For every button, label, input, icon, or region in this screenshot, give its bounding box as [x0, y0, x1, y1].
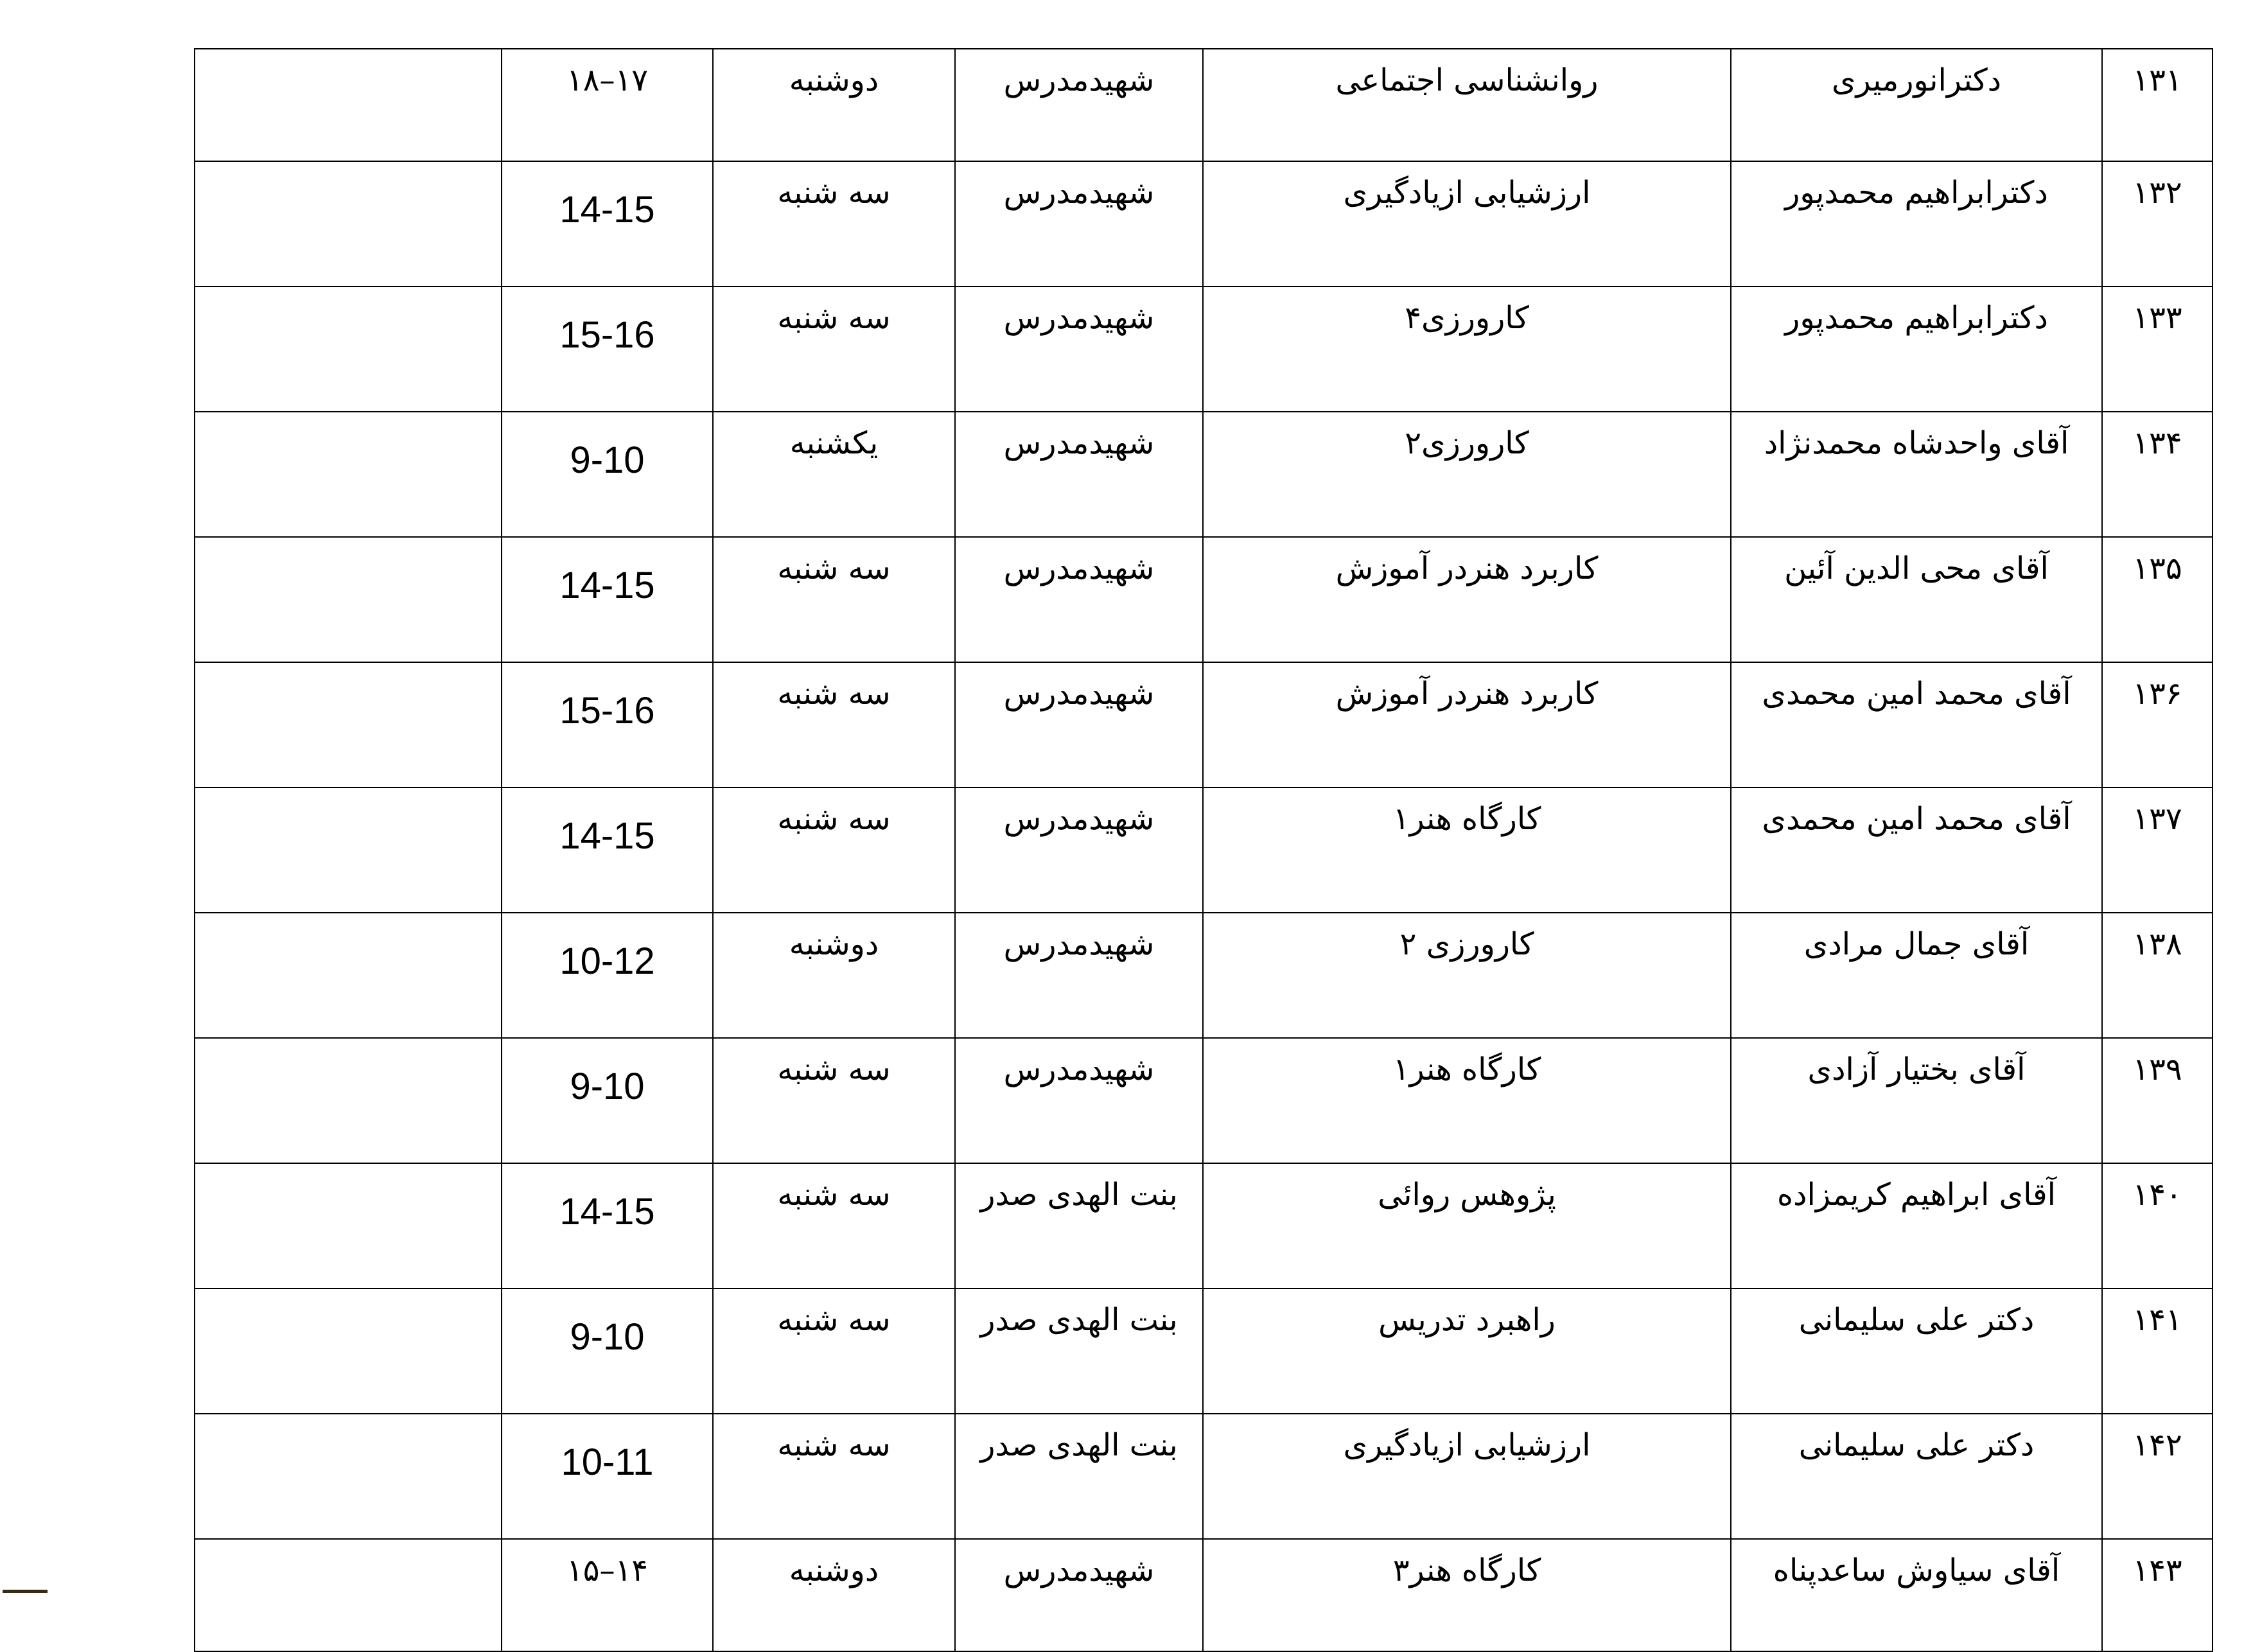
table-row: [195, 1038, 2213, 1163]
note-cell: [195, 1539, 502, 1651]
note-cell: [195, 1414, 502, 1539]
instructor-name-cell: آقای محمد امین محمدی: [1731, 662, 2102, 787]
time-cell: 14-15: [502, 787, 713, 913]
place-cell: بنت الهدی صدر: [955, 1288, 1203, 1414]
table-row: [195, 1539, 2213, 1651]
time-cell: ۱۵–۱۴: [502, 1539, 713, 1651]
course-cell: کارگاه هنر۱: [1203, 1038, 1731, 1163]
row-number-cell: ۱۴۱: [2102, 1288, 2213, 1414]
note-cell: [195, 286, 502, 412]
place-cell: شهیدمدرس: [955, 537, 1203, 662]
footer-logo: [3, 1590, 48, 1593]
table-row: [195, 537, 2213, 662]
time-cell: 14-15: [502, 161, 713, 286]
row-number-cell: ۱۴۲: [2102, 1414, 2213, 1539]
day-cell: سه شنبه: [713, 1288, 955, 1414]
course-cell: کاربرد هنردر آموزش: [1203, 537, 1731, 662]
time-cell: 15-16: [502, 662, 713, 787]
schedule-table-body: [195, 49, 2213, 1651]
row-number-cell: ۱۳۷: [2102, 787, 2213, 913]
time-cell: 14-15: [502, 537, 713, 662]
note-cell: [195, 537, 502, 662]
day-cell: دوشنبه: [713, 1539, 955, 1651]
table-row: [195, 286, 2213, 412]
course-cell: ارزشیابی ازیادگیری: [1203, 1414, 1731, 1539]
time-cell: 15-16: [502, 286, 713, 412]
instructor-name-cell: دکترابراهیم محمدپور: [1731, 161, 2102, 286]
instructor-name-cell: دکتر علی سلیمانی: [1731, 1414, 2102, 1539]
time-cell: 9-10: [502, 1038, 713, 1163]
place-cell: شهیدمدرس: [955, 1038, 1203, 1163]
row-number-cell: ۱۳۹: [2102, 1038, 2213, 1163]
course-cell: راهبرد تدریس: [1203, 1288, 1731, 1414]
row-number-cell: ۱۳۱: [2102, 49, 2213, 161]
table-row: [195, 662, 2213, 787]
table-row: [195, 49, 2213, 161]
place-cell: شهیدمدرس: [955, 787, 1203, 913]
course-cell: پژوهس روائی: [1203, 1163, 1731, 1288]
table-row: [195, 913, 2213, 1038]
course-cell: کارورزی ۲: [1203, 913, 1731, 1038]
instructor-name-cell: دکترانورمیری: [1731, 49, 2102, 161]
time-cell: 9-10: [502, 412, 713, 537]
schedule-table: [194, 48, 2213, 1652]
note-cell: [195, 1163, 502, 1288]
note-cell: [195, 662, 502, 787]
note-cell: [195, 913, 502, 1038]
day-cell: سه شنبه: [713, 1414, 955, 1539]
time-cell: 10-11: [502, 1414, 713, 1539]
place-cell: شهیدمدرس: [955, 286, 1203, 412]
place-cell: بنت الهدی صدر: [955, 1163, 1203, 1288]
instructor-name-cell: دکترابراهیم محمدپور: [1731, 286, 2102, 412]
place-cell: شهیدمدرس: [955, 412, 1203, 537]
note-cell: [195, 161, 502, 286]
instructor-name-cell: آقای جمال مرادی: [1731, 913, 2102, 1038]
course-cell: کارگاه هنر۱: [1203, 787, 1731, 913]
place-cell: شهیدمدرس: [955, 49, 1203, 161]
place-cell: شهیدمدرس: [955, 1539, 1203, 1651]
day-cell: دوشنبه: [713, 49, 955, 161]
day-cell: سه شنبه: [713, 662, 955, 787]
instructor-name-cell: آقای سیاوش ساعدپناه: [1731, 1539, 2102, 1651]
place-cell: بنت الهدی صدر: [955, 1414, 1203, 1539]
note-cell: [195, 412, 502, 537]
course-cell: کارورزی۲: [1203, 412, 1731, 537]
table-row: [195, 1414, 2213, 1539]
instructor-name-cell: دکتر علی سلیمانی: [1731, 1288, 2102, 1414]
day-cell: دوشنبه: [713, 913, 955, 1038]
course-cell: کارورزی۴: [1203, 286, 1731, 412]
time-cell: 10-12: [502, 913, 713, 1038]
course-cell: کارگاه هنر۳: [1203, 1539, 1731, 1651]
day-cell: سه شنبه: [713, 1038, 955, 1163]
time-cell: 14-15: [502, 1163, 713, 1288]
row-number-cell: ۱۳۳: [2102, 286, 2213, 412]
note-cell: [195, 1288, 502, 1414]
row-number-cell: ۱۴۳: [2102, 1539, 2213, 1651]
course-cell: ارزشیابی ازیادگیری: [1203, 161, 1731, 286]
instructor-name-cell: آقای واحدشاه محمدنژاد: [1731, 412, 2102, 537]
place-cell: شهیدمدرس: [955, 913, 1203, 1038]
row-number-cell: ۱۳۶: [2102, 662, 2213, 787]
row-number-cell: ۱۳۲: [2102, 161, 2213, 286]
note-cell: [195, 49, 502, 161]
instructor-name-cell: آقای محمد امین محمدی: [1731, 787, 2102, 913]
place-cell: شهیدمدرس: [955, 161, 1203, 286]
table-row: [195, 412, 2213, 537]
instructor-name-cell: آقای بختیار آزادی: [1731, 1038, 2102, 1163]
day-cell: سه شنبه: [713, 161, 955, 286]
table-row: [195, 1288, 2213, 1414]
day-cell: یکشنبه: [713, 412, 955, 537]
day-cell: سه شنبه: [713, 537, 955, 662]
day-cell: سه شنبه: [713, 1163, 955, 1288]
table-row: [195, 787, 2213, 913]
table-row: [195, 1163, 2213, 1288]
day-cell: سه شنبه: [713, 286, 955, 412]
instructor-name-cell: آقای ابراهیم کریمزاده: [1731, 1163, 2102, 1288]
row-number-cell: ۱۴۰: [2102, 1163, 2213, 1288]
note-cell: [195, 787, 502, 913]
note-cell: [195, 1038, 502, 1163]
course-cell: روانشناسی اجتماعی: [1203, 49, 1731, 161]
time-cell: ۱۸–۱۷: [502, 49, 713, 161]
time-cell: 9-10: [502, 1288, 713, 1414]
instructor-name-cell: آقای محی الدین آئین: [1731, 537, 2102, 662]
row-number-cell: ۱۳۸: [2102, 913, 2213, 1038]
row-number-cell: ۱۳۴: [2102, 412, 2213, 537]
row-number-cell: ۱۳۵: [2102, 537, 2213, 662]
day-cell: سه شنبه: [713, 787, 955, 913]
course-cell: کاربرد هنردر آموزش: [1203, 662, 1731, 787]
table-row: [195, 161, 2213, 286]
place-cell: شهیدمدرس: [955, 662, 1203, 787]
